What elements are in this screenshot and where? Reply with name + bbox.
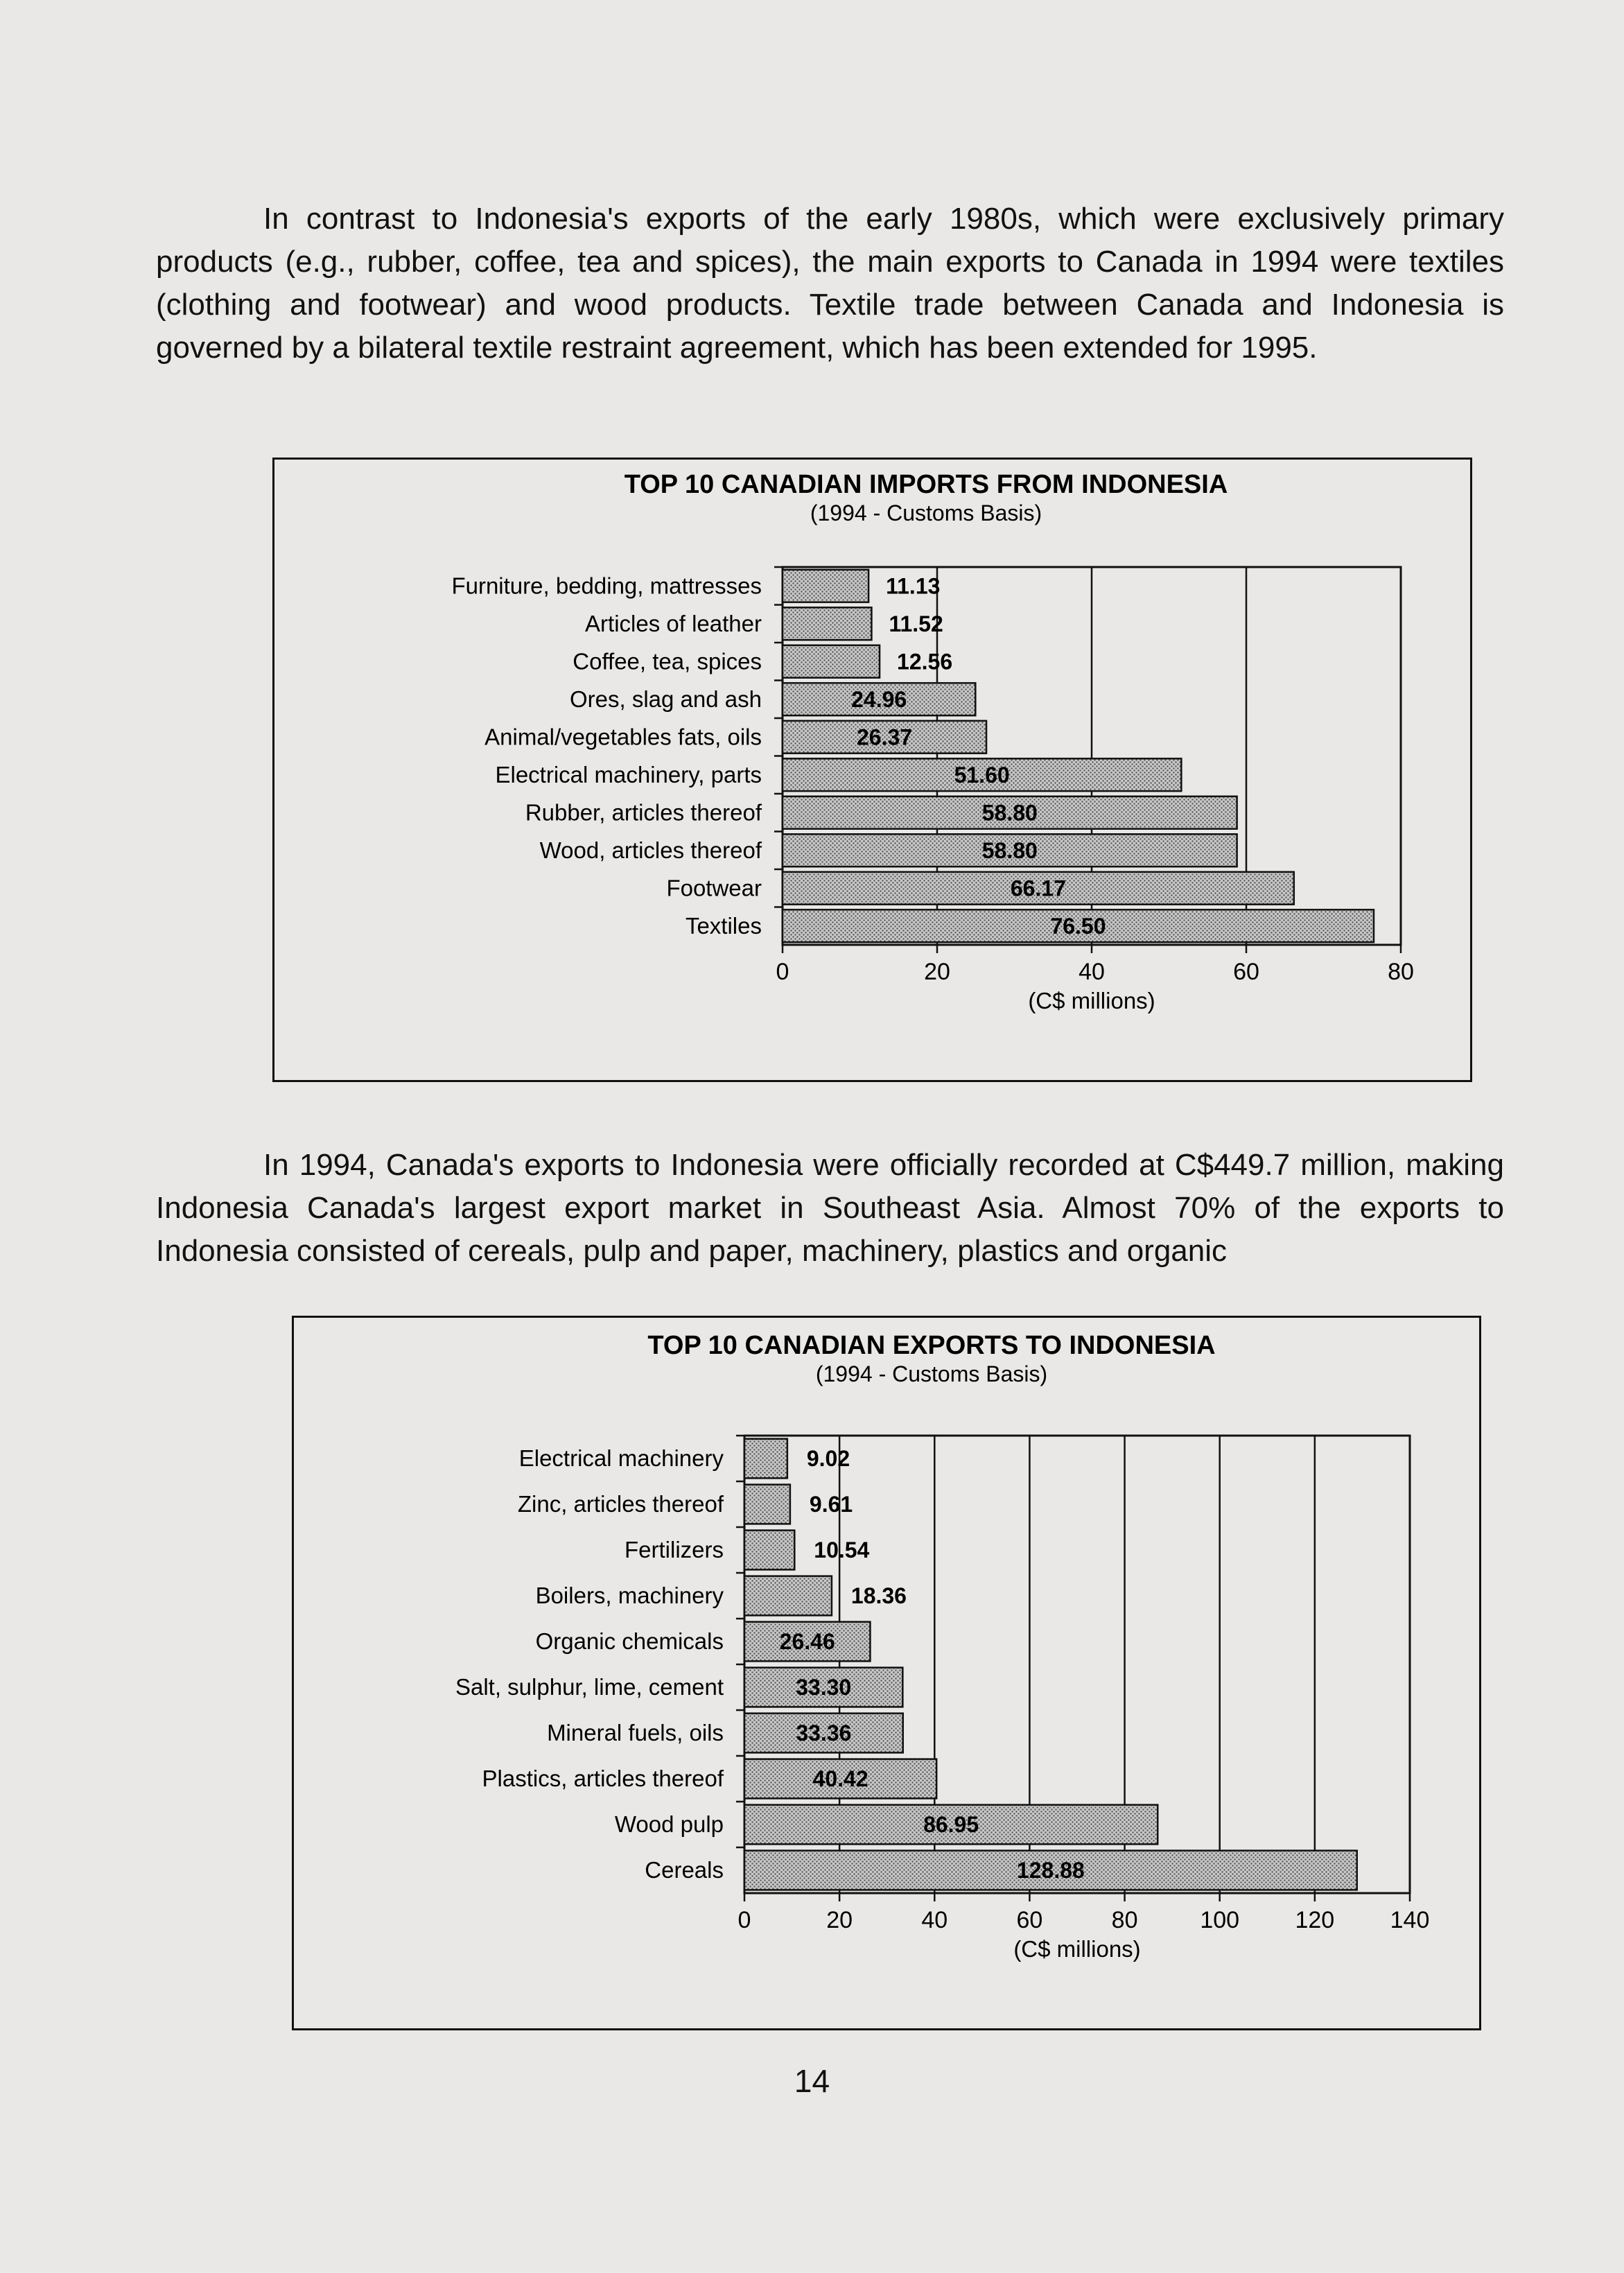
- exports-value-label: 18.36: [850, 1583, 907, 1608]
- imports-category-label: Wood, articles thereof: [539, 837, 762, 863]
- imports-value-label: 24.96: [851, 686, 907, 712]
- imports-subtitle: (1994 - Customs Basis): [810, 500, 1042, 525]
- exports-tick-label: 80: [1111, 1907, 1138, 1933]
- exports-category-label: Mineral fuels, oils: [547, 1720, 724, 1745]
- page-number: 14: [794, 2063, 830, 2099]
- imports-tick-label: 80: [1388, 959, 1414, 985]
- exports-tick-label: 60: [1016, 1907, 1043, 1933]
- imports-bar: [783, 570, 868, 602]
- exports-subtitle: (1994 - Customs Basis): [815, 1361, 1048, 1386]
- imports-value-label: 12.56: [897, 649, 953, 674]
- intro-paragraph-text: In contrast to Indonesia's exports of the early 1980s, which were exclusively primary products (e.g., rubber, coffee, tea and spices), the main exports to Canada in 1994 were textiles (clothing and footwear) and wood products. Textile trade between Canada and Indonesia is governed by a bilateral textile restraint agreement, which has been extended for 1995.: [156, 202, 1504, 365]
- exports-value-label: 33.36: [796, 1721, 852, 1745]
- exports-tick-label: 100: [1200, 1907, 1240, 1933]
- imports-value-label: 58.80: [981, 837, 1038, 863]
- imports-value-label: 58.80: [981, 800, 1038, 826]
- imports-value-label: 76.50: [1050, 913, 1106, 939]
- imports-tick-label: 0: [776, 959, 789, 985]
- exports-title: TOP 10 CANADIAN EXPORTS TO INDONESIA: [647, 1331, 1216, 1360]
- exports-category-label: Cereals: [645, 1857, 724, 1883]
- imports-tick-label: 60: [1233, 959, 1259, 985]
- exports-bar: [744, 1485, 790, 1524]
- exports-category-label: Wood pulp: [614, 1811, 724, 1837]
- exports-category-label: Salt, sulphur, lime, cement: [455, 1674, 724, 1700]
- imports-category-label: Ores, slag and ash: [570, 686, 762, 712]
- imports-value-label: 66.17: [1010, 876, 1066, 901]
- imports-category-label: Animal/vegetables fats, oils: [484, 724, 762, 750]
- exports-bar: [744, 1531, 794, 1570]
- imports-value-label: 26.37: [856, 724, 913, 750]
- exports-tick-label: 140: [1390, 1907, 1430, 1933]
- exports-value-label: 86.95: [923, 1812, 979, 1837]
- imports-category-label: Coffee, tea, spices: [573, 648, 762, 674]
- exports-tick-label: 120: [1295, 1907, 1335, 1933]
- imports-bar: [783, 645, 880, 678]
- intro-paragraph: [156, 198, 1504, 369]
- exports-value-label: 9.61: [809, 1492, 853, 1517]
- imports-value-label: 11.13: [886, 573, 941, 599]
- imports-xlabel: (C$ millions): [1028, 988, 1155, 1013]
- imports-category-label: Furniture, bedding, mattresses: [451, 573, 762, 599]
- exports-value-label: 128.88: [1016, 1858, 1085, 1883]
- exports-value-label: 9.02: [806, 1446, 850, 1471]
- imports-category-label: Footwear: [666, 875, 762, 901]
- exports-value-label: 10.54: [814, 1538, 870, 1562]
- imports-bar: [783, 607, 871, 640]
- exports-paragraph-text: In 1994, Canada's exports to Indonesia were officially recorded at C$449.7 million, making Indonesia Canada's largest export market in Southeast Asia. Almost 70% of the exports to Indonesia consisted of cereals, pulp and paper, machinery, plastics and organic: [156, 1148, 1504, 1268]
- exports-xlabel: (C$ millions): [1013, 1936, 1141, 1962]
- imports-chart-svg: [274, 460, 1470, 1080]
- imports-category-label: Articles of leather: [585, 610, 762, 636]
- imports-category-label: Textiles: [685, 912, 762, 939]
- exports-category-label: Boilers, machinery: [535, 1583, 724, 1608]
- imports-tick-label: 40: [1079, 959, 1105, 985]
- exports-bar: [744, 1576, 832, 1616]
- exports-category-label: Organic chemicals: [535, 1628, 724, 1654]
- exports-category-label: Plastics, articles thereof: [482, 1766, 724, 1791]
- exports-bar: [744, 1439, 787, 1479]
- imports-chart: [272, 458, 1472, 1082]
- exports-tick-label: 40: [921, 1907, 948, 1933]
- exports-category-label: Electrical machinery: [518, 1445, 724, 1471]
- exports-value-label: 33.30: [796, 1675, 852, 1700]
- imports-tick-label: 20: [924, 959, 950, 985]
- exports-category-label: Zinc, articles thereof: [517, 1491, 724, 1517]
- exports-chart-svg: [294, 1318, 1479, 2028]
- imports-value-label: 11.52: [889, 611, 943, 636]
- exports-category-label: Fertilizers: [624, 1537, 724, 1562]
- exports-paragraph: [156, 1144, 1504, 1273]
- exports-value-label: 40.42: [812, 1766, 868, 1791]
- exports-tick-label: 0: [737, 1907, 751, 1933]
- imports-category-label: Electrical machinery, parts: [495, 761, 762, 787]
- exports-value-label: 26.46: [779, 1629, 835, 1654]
- imports-title: TOP 10 CANADIAN IMPORTS FROM INDONESIA: [624, 470, 1228, 499]
- exports-tick-label: 20: [826, 1907, 853, 1933]
- imports-category-label: Rubber, articles thereof: [525, 799, 762, 826]
- imports-value-label: 51.60: [954, 762, 1010, 787]
- exports-chart: [292, 1316, 1481, 2030]
